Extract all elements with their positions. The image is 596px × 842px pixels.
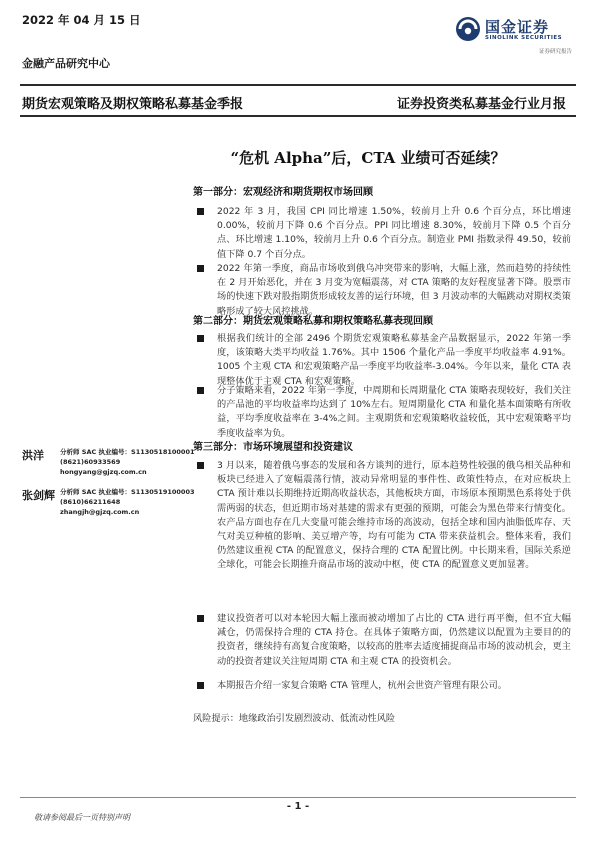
sinolink-logo [455,14,573,58]
bullet-text: 根据我们统计的全部 2496 个期货宏观策略私募基金产品数据显示，2022 年第一季度，该策略大类平均收益 1.76%。其中 1506 个量化产品一季度平均收益率 4.91%。1005 个主观 CTA 和宏观策略产品一季度平均收益率-3.04%。今年以来，量化 CTA 表现整体优于主观 CTA 和宏观策略。 [217,333,571,387]
report-category: 证券投资类私募基金行业月报 [396,97,566,112]
list-item [193,384,571,441]
analyst-card [22,487,195,521]
sinolink-logo-icon [455,16,481,42]
report-date: 2022 年 04 月 15 日 [22,13,141,27]
analyst-phone: (8621)60933569 [60,458,121,466]
bullet-text: 3 月以来，随着俄乌事态的发展和各方谈判的进行，原本趋势性较强的俄乌相关品种和板块已经进入了宽幅震荡行情，波动异常明显的事件性、政策性特点，在对应板块上 CTA 预计难以长期维持近期高收益状态，其他板块方面，市场原本预期黑色系将处于供需两弱的状态，但近期市场对基建的需求有更强的预期，可能会为黑色带来行情变化。农产品方面也存在几大变量可能会维持市场的高波动，包括全球和国内油脂低库存、天气对美豆种植的影响、美豆增产等，均有可能为 CTA 带来获益机会。整体来看，我们仍然建议重视 CTA 的配置意义，保持合理的 CTA 配置比例。中长期来看，国际关系逆全球化，可能会长期推升商品市场的波动中枢，使 CTA 的配置意义更加显著。 [217,460,571,571]
bullet-square-icon [197,462,204,469]
list-item [193,612,571,669]
analyst-cert: 分析师 SAC 执业编号：S1130518100001 [60,448,195,456]
header-rule-top [20,84,576,86]
analyst-phone: (8610)66211648 [60,498,121,506]
bullet-square-icon [197,387,204,394]
bullet-square-icon [197,208,204,215]
section-title: 第一部分：宏观经济和期货期权市场回顾 [193,187,373,198]
bullet-square-icon [197,265,204,272]
page-number: - 1 - [286,801,310,812]
section-title: 第二部分：期货宏观策略私募和期权策略私募表现回顾 [193,316,433,327]
bullet-text: 2022 年第一季度，商品市场收到俄乌冲突带来的影响，大幅上涨，然而趋势的持续性在 2 月开始恶化，并在 3 月变为宽幅震荡，对 CTA 策略的友好程度显著下降。股票市场的快速下跌对股指期货形成较友善的运行环境，但 3 月波动率的大幅跳动对期权类策略形成了较大风控挑战。 [217,263,571,317]
section-macro-review [193,183,571,198]
analyst-name: 洪洋 [22,449,44,462]
list-item [193,459,571,573]
bullet-text: 2022 年 3 月，我国 CPI 同比增速 1.50%，较前月上升 0.6 个百分点，环比增速 0.00%，较前月下降 0.6 个百分点。PPI 同比增速 8.30%，较前月下降 0.5 个百分点、环比增速 1.10%，较前月上升 0.6 个百分点。制造业 PMI 指数录得 49.50，较前值下降 0.7 个百分点。 [217,206,571,260]
analyst-name: 张剑辉 [22,489,55,502]
section-strategy-review [193,312,571,327]
bullet-square-icon [197,682,204,689]
research-center: 金融产品研究中心 [22,57,110,70]
logo-subtitle: 证券研究报告 [539,49,573,55]
logo-name-cn: 国金证券 [485,18,550,36]
bullet-text: 本期报告介绍一家复合策略 CTA 管理人，杭州会世资产管理有限公司。 [217,680,507,691]
bullet-text: 建议投资者可以对本轮因大幅上涨而被动增加了占比的 CTA 进行再平衡，但不宜大幅减仓，仍需保持合理的 CTA 持仓。在具体子策略方面，仍然建议以配置为主要目的的投资者，继续持有高复合度策略，以较高的胜率去适度捕捉商品市场的波动机会，更主动的投资者建议关注短周期 CTA 和主观 CTA 的投资机会。 [217,613,571,667]
list-item [193,332,571,389]
footer-disclaimer: 敬请参阅最后一页特别声明 [34,813,130,822]
list-item [193,262,571,319]
list-item [193,679,571,693]
section-title: 第三部分：市场环境展望和投资建议 [193,442,353,453]
report-title: “危机 Alpha”后，CTA 业绩可否延续？ [230,149,506,167]
risk-warning: 风险提示：地缘政治引发剧烈波动、低流动性风险 [193,713,396,724]
analyst-cert: 分析师 SAC 执业编号：S1130519100003 [60,488,195,496]
analyst-email[interactable]: hongyang@gjzq.com.cn [60,468,147,476]
bullet-square-icon [197,335,204,342]
analyst-email[interactable]: zhangjh@gjzq.com.cn [60,508,140,516]
analyst-card [22,447,195,481]
section-outlook [193,438,571,453]
bullet-text: 分子策略来看，2022 年第一季度，中周期和长周期量化 CTA 策略表现较好，我们关注的产品池的平均收益率均达到了 10%左右。短周期量化 CTA 和量化基本面策略有所收益，平均季度收益率在 3-4%之间。主观期货和宏观策略收益较低，其中宏观策略平均季度收益率为负。 [217,385,571,439]
list-item [193,205,571,262]
footer-rule [20,797,576,798]
header-rule-bottom [20,115,576,117]
report-series-title: 期货宏观策略及期权策略私募基金季报 [22,97,244,112]
bullet-square-icon [197,615,204,622]
logo-name-en: SINOLINK SECURITIES [485,35,563,41]
